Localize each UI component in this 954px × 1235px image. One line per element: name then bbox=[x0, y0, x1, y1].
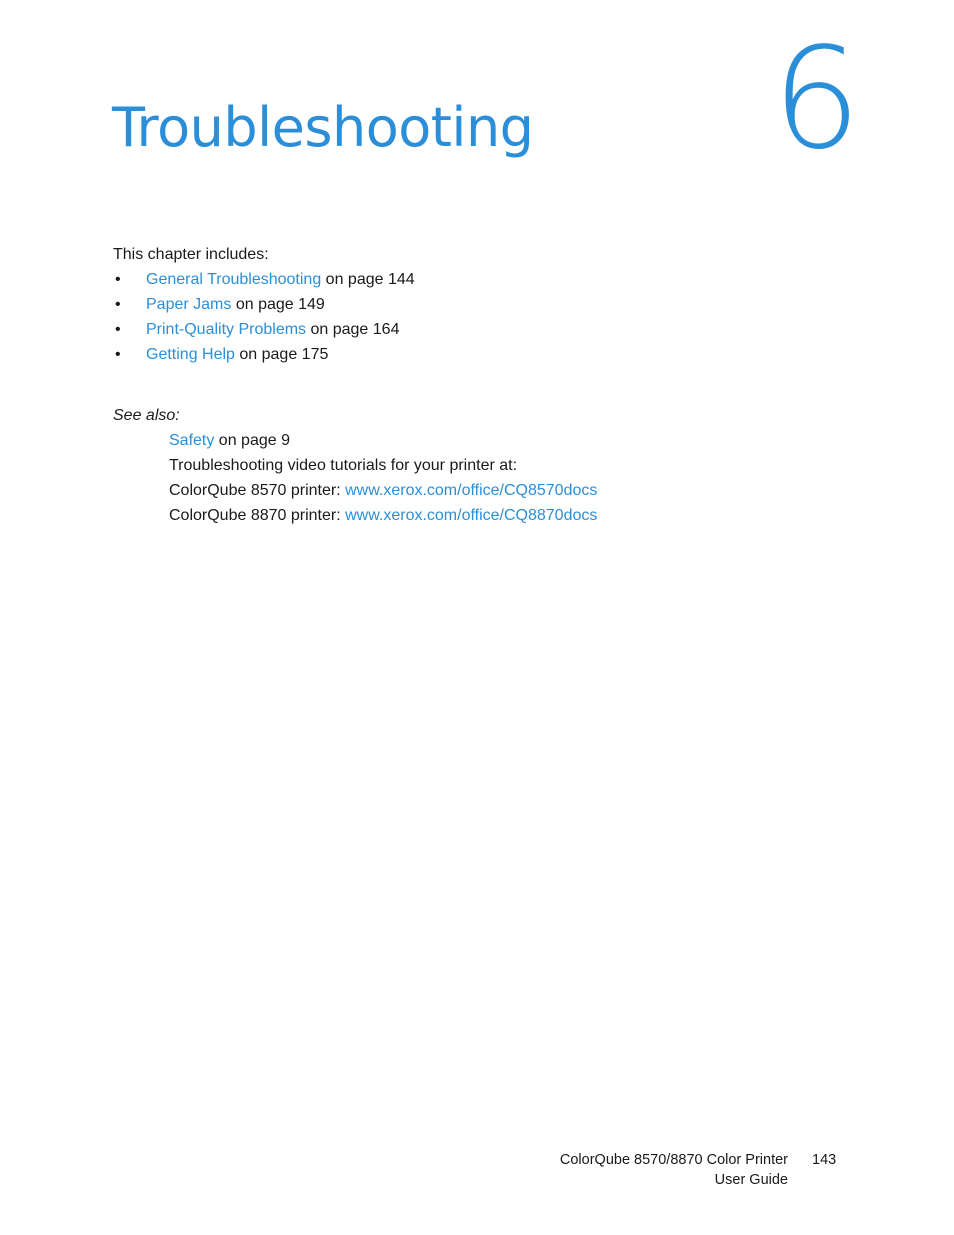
footer-product: ColorQube 8570/8870 Color Printer bbox=[559, 1152, 788, 1168]
footer-product-info bbox=[520, 1150, 788, 1190]
list-item bbox=[113, 267, 415, 292]
page-reference: on page 144 bbox=[321, 271, 415, 288]
bullet: • bbox=[115, 346, 121, 363]
printer-8870-line bbox=[169, 503, 597, 528]
chapter-title: Troubleshooting bbox=[112, 96, 534, 159]
printer-8570-label: ColorQube 8570 printer: bbox=[169, 482, 346, 499]
page-reference: on page 175 bbox=[234, 346, 329, 363]
chapter-number: 6 bbox=[772, 18, 860, 181]
list-item bbox=[113, 292, 415, 317]
footer-guide: User Guide bbox=[714, 1172, 788, 1188]
cq8870-docs-link[interactable]: www.xerox.com/office/CQ8870docs bbox=[345, 507, 598, 524]
see-also-label: See also: bbox=[113, 407, 180, 424]
cq8570-docs-link[interactable]: www.xerox.com/office/CQ8570docs bbox=[345, 482, 598, 499]
bullet: • bbox=[115, 271, 121, 288]
list-item bbox=[113, 317, 415, 342]
chapter-intro: This chapter includes: bbox=[113, 246, 269, 263]
list-item bbox=[113, 342, 415, 367]
bullet: • bbox=[115, 321, 121, 338]
page-reference: on page 149 bbox=[231, 296, 325, 313]
printer-8570-line bbox=[169, 478, 597, 503]
safety-reference bbox=[169, 428, 597, 453]
page-reference: on page 9 bbox=[214, 432, 290, 449]
see-also-block bbox=[169, 428, 597, 528]
chapter-contents-list bbox=[113, 267, 415, 367]
safety-link[interactable]: Safety bbox=[169, 432, 215, 449]
page-reference: on page 164 bbox=[306, 321, 400, 338]
print-quality-problems-link[interactable]: Print-Quality Problems bbox=[146, 321, 307, 338]
page-number: 143 bbox=[812, 1152, 837, 1168]
video-tutorials-text: Troubleshooting video tutorials for your printer at: bbox=[169, 457, 518, 474]
printer-8870-label: ColorQube 8870 printer: bbox=[169, 507, 346, 524]
bullet: • bbox=[115, 296, 121, 313]
general-troubleshooting-link[interactable]: General Troubleshooting bbox=[146, 271, 322, 288]
paper-jams-link[interactable]: Paper Jams bbox=[146, 296, 232, 313]
getting-help-link[interactable]: Getting Help bbox=[146, 346, 235, 363]
